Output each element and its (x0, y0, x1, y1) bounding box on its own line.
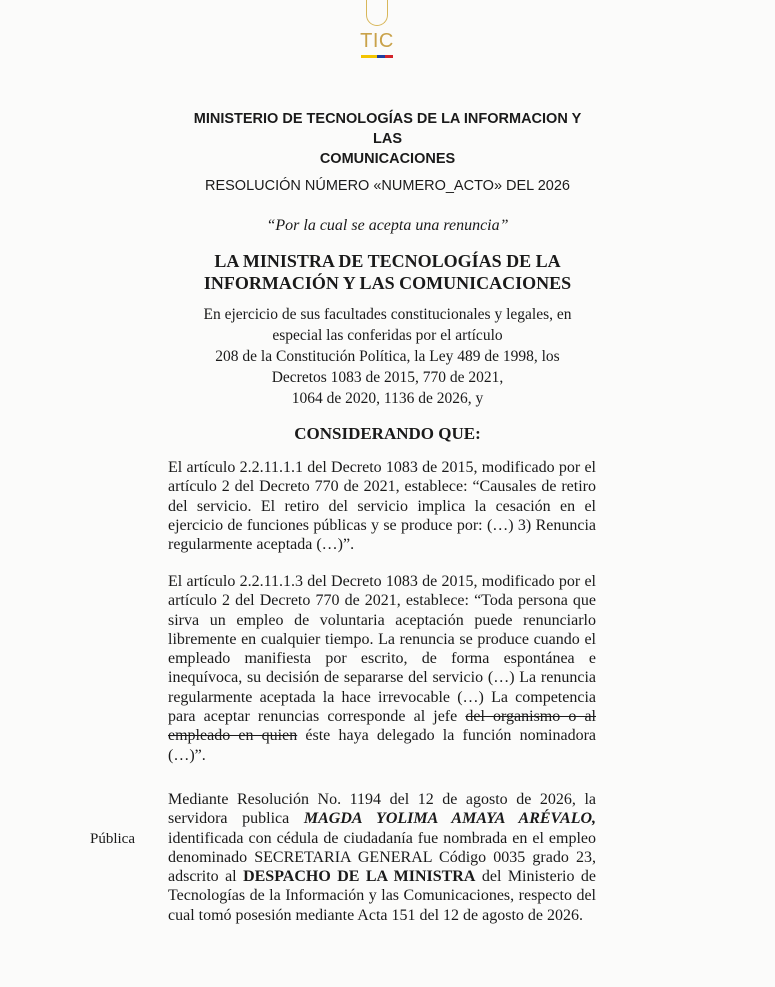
paragraph-1: El artículo 2.2.11.1.1 del Decreto 1083 de 2015, modificado por el artículo 2 del Decreto 770 de 2021, establece: “Causales de retiro del servicio. El retiro del servicio implica la cesación en el ejercicio de funciones públicas y se produce por: (…) 3) Renuncia regularmente aceptada (…)”. (168, 459, 596, 554)
tic-logo (352, 0, 402, 70)
preamble-line: 1064 de 2020, 1136 de 2026, y (291, 390, 484, 407)
employee-name: MAGDA YOLIMA AMAYA ARÉVALO, (303, 810, 597, 828)
authority-heading (0, 250, 775, 294)
authority-line-1: LA MINISTRA DE TECNOLOGÍAS DE LA (214, 251, 561, 271)
paragraph-3 (168, 790, 596, 925)
ministry-line-3: COMUNICACIONES (319, 151, 456, 167)
ministry-line-1: MINISTERIO DE TECNOLOGÍAS DE LA INFORMACION Y (193, 111, 582, 127)
coat-of-arms-icon (366, 0, 388, 26)
preamble-line: En ejercicio de sus facultades constitucionales y legales, en (203, 306, 572, 323)
preamble (0, 304, 775, 409)
paragraph-3-middle: identificada con cédula de ciudadanía fue nombrada en el empleo denominado SECRETARIA GENERAL Código 0035 grado 23, adscrito al (168, 829, 596, 886)
resolution-subtitle: “Por la cual se acepta una renuncia” (266, 217, 509, 234)
preamble-line: Decretos 1083 de 2015, 770 de 2021, (271, 369, 504, 386)
office-name: DESPACHO DE LA MINISTRA (243, 868, 476, 886)
resolution-number: RESOLUCIÓN NÚMERO «NUMERO_ACTO» DEL 2026 (204, 178, 570, 194)
preamble-line: 208 de la Constitución Política, la Ley 489 de 1998, los (215, 348, 560, 365)
struck-text: del organismo o al empleado en quien (168, 708, 596, 745)
margin-note: Pública (90, 831, 135, 847)
flag-stripe (361, 55, 393, 58)
considering-heading: CONSIDERANDO QUE: (294, 424, 481, 443)
paragraph-2-text: El artículo 2.2.11.1.3 del Decreto 1083 de 2015, modificado por el artículo 2 del Decreto 770 de 2021, establece: “Toda persona que sirva un empleo de voluntaria aceptación puede renunciarlo libremente en cualquier tiempo. La renuncia se produce cuando el empleado manifiesta por escrito, de forma espontánea e inequívoca, su decisión de separarse del servicio (…) La renuncia regularmente aceptada la hace irrevocable (…) La competencia para aceptar renuncias corresponde al jefe (168, 573, 596, 726)
ministry-heading (0, 109, 775, 169)
paragraph-3-end: del Ministerio de Tecnologías de la Información y las Comunicaciones, respecto del cual tomó posesión mediante Acta 151 del 12 de agosto de 2026. (168, 868, 597, 924)
authority-line-2: INFORMACIÓN Y LAS COMUNICACIONES (203, 273, 572, 293)
ministry-line-2: LAS (373, 131, 402, 147)
preamble-line: especial las conferidas por el artículo (272, 327, 503, 344)
paragraph-3-intro: Mediante Resolución No. 1194 del 12 de agosto de 2026, la servidora publica (168, 791, 596, 828)
logo-text: TIC (360, 30, 394, 52)
paragraph-2 (168, 572, 596, 765)
paragraph-2-tail: éste haya delegado la función nominadora (…)”. (168, 727, 597, 764)
